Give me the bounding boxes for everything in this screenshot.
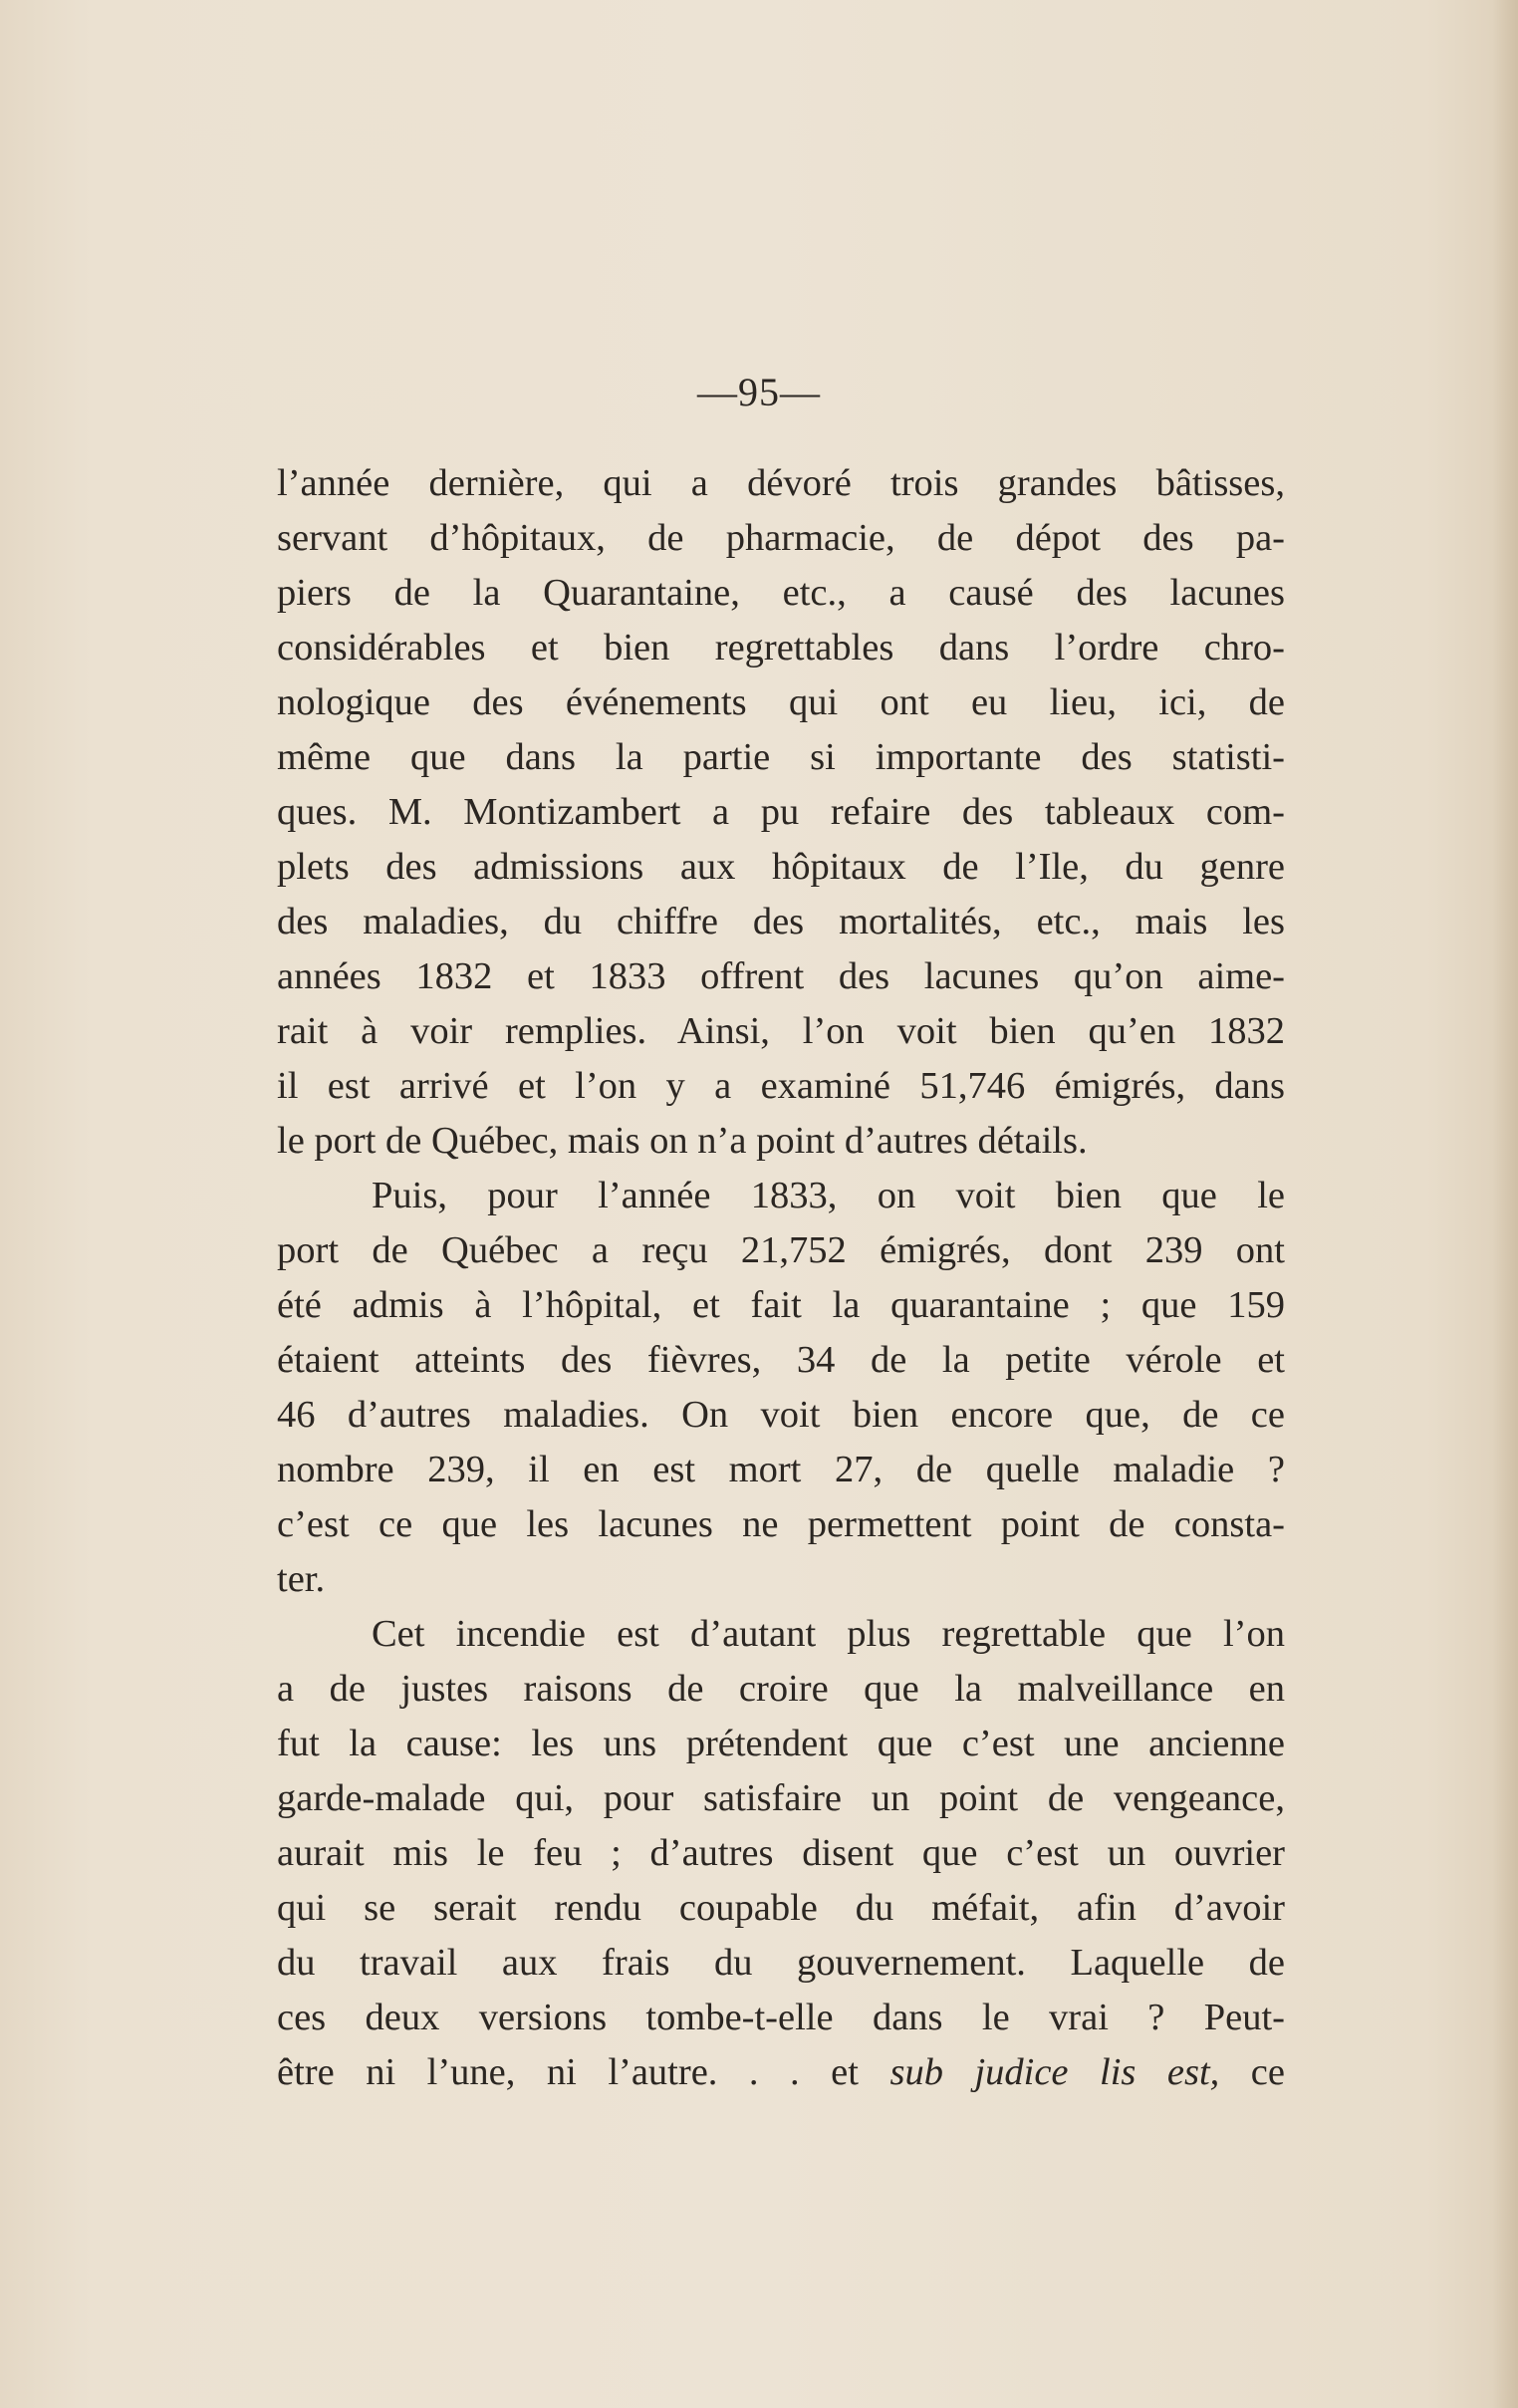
text-line: a de justes raisons de croire que la malveillance en — [277, 1668, 1285, 1710]
text-line: du travail aux frais du gouvernement. Laquelle de — [277, 1942, 1285, 1984]
text-line: nombre 239, il en est mort 27, de quelle maladie ? — [277, 1449, 1285, 1490]
final-line-start: être ni l’une, ni l’autre. . . et — [277, 2051, 890, 2093]
text-line: l’année dernière, qui a dévoré trois grandes bâtisses, — [277, 462, 1285, 504]
text-line: ces deux versions tombe-t-elle dans le vrai ? Peut- — [277, 1997, 1285, 2038]
text-line: il est arrivé et l’on y a examiné 51,746 émigrés, dans — [277, 1065, 1285, 1107]
text-line: années 1832 et 1833 offrent des lacunes qu’on aime- — [277, 955, 1285, 997]
text-line: piers de la Quarantaine, etc., a causé des lacunes — [277, 572, 1285, 614]
text-line: fut la cause: les uns prétendent que c’est une ancienne — [277, 1723, 1285, 1764]
text-line: port de Québec a reçu 21,752 émigrés, dont 239 ont — [277, 1229, 1285, 1271]
latin-phrase: sub judice lis est, — [889, 2051, 1220, 2093]
text-line: étaient atteints des fièvres, 34 de la petite vérole et — [277, 1339, 1285, 1381]
text-line: nologique des événements qui ont eu lieu, ici, de — [277, 681, 1285, 723]
text-line: Puis, pour l’année 1833, on voit bien que le — [372, 1175, 1285, 1216]
text-line: Cet incendie est d’autant plus regrettable que l’on — [372, 1613, 1285, 1655]
text-line: été admis à l’hôpital, et fait la quarantaine ; que 159 — [277, 1284, 1285, 1326]
final-text-line — [277, 2045, 1285, 2100]
text-line: c’est ce que les lacunes ne permettent point de consta- — [277, 1503, 1285, 1545]
text-line: rait à voir remplies. Ainsi, l’on voit bien qu’en 1832 — [277, 1010, 1285, 1052]
text-line: le port de Québec, mais on n’a point d’autres détails. — [277, 1120, 1088, 1162]
text-line: ter. — [277, 1558, 326, 1600]
text-line: des maladies, du chiffre des mortalités, etc., mais les — [277, 901, 1285, 942]
page-number: —95— — [697, 370, 821, 414]
page-edge-shadow — [1492, 0, 1518, 2408]
text-line: même que dans la partie si importante des statisti- — [277, 736, 1285, 778]
text-line: servant d’hôpitaux, de pharmacie, de dépot des pa- — [277, 517, 1285, 559]
text-line: plets des admissions aux hôpitaux de l’Ile, du genre — [277, 846, 1285, 888]
text-line: ques. M. Montizambert a pu refaire des tableaux com- — [277, 791, 1285, 833]
text-line: 46 d’autres maladies. On voit bien encore que, de ce — [277, 1394, 1285, 1436]
text-line: considérables et bien regrettables dans l’ordre chro- — [277, 627, 1285, 669]
text-line: garde-malade qui, pour satisfaire un point de vengeance, — [277, 1777, 1285, 1819]
body-text — [277, 456, 1285, 2100]
text-line: aurait mis le feu ; d’autres disent que c’est un ouvrier — [277, 1832, 1285, 1874]
text-line: qui se serait rendu coupable du méfait, afin d’avoir — [277, 1887, 1285, 1929]
final-line-end: ce — [1219, 2051, 1285, 2093]
